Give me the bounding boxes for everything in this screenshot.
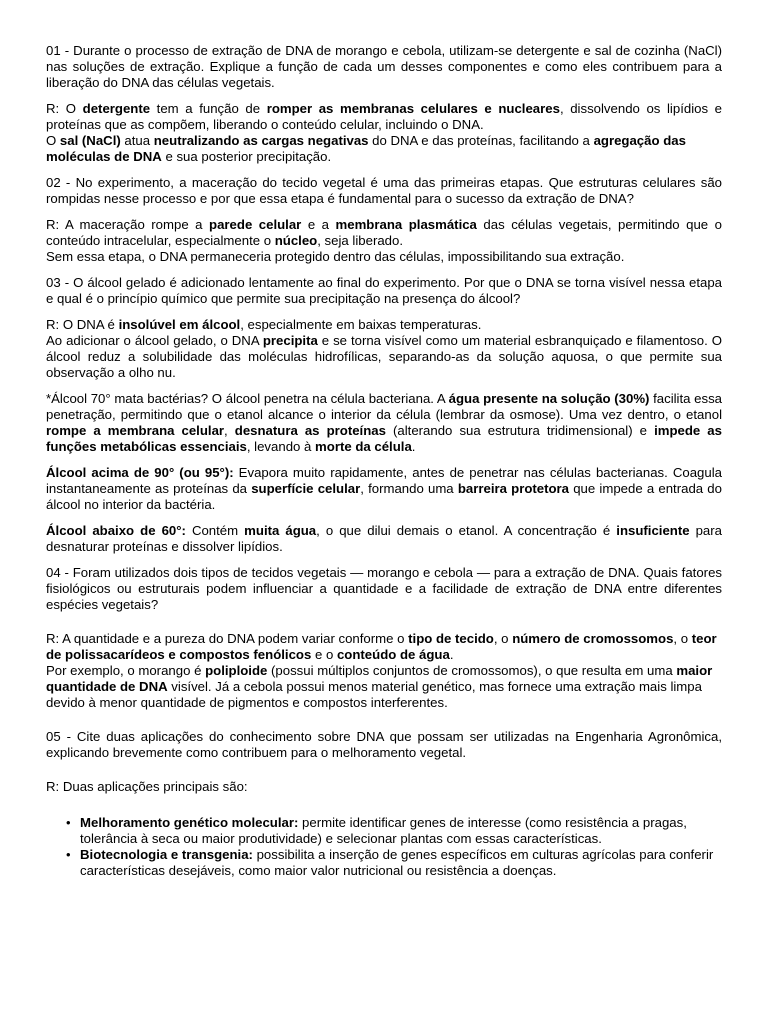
bullet-icon: •: [66, 847, 71, 862]
question-5: 05 - Cite duas aplicações do conhecimento sobre DNA que possam ser utilizadas na Engenharia Agronômica, explicando brevemente como contribuem para o melhoramento vegetal.: [46, 729, 722, 760]
list-item: • Melhoramento genético molecular: permite identificar genes de interesse (como resistência a pragas, tolerância à seca ou maior produtividade) e selecionar plantas com essas características.: [66, 815, 687, 846]
answer-3-cont: Ao adicionar o álcool gelado, o DNA precipita e se torna visível como um material esbranquiçado e filamentoso. O álcool reduz a solubilidade das moléculas hidrofílicas, separando-as da solução aquosa, o que permite sua observação a olho nu.: [46, 333, 722, 380]
answer-4: R: A quantidade e a pureza do DNA podem variar conforme o tipo de tecido, o número de cromossomos, o teor de polissacarídeos e compostos fenólicos e o conteúdo de água.: [46, 631, 717, 662]
list-item: • Biotecnologia e transgenia: possibilita a inserção de genes específicos em culturas agrícolas para conferir características desejáveis, como maior valor nutricional ou resistência a doenças.: [66, 847, 714, 878]
answer-4-cont: Por exemplo, o morango é poliploide (possui múltiplos conjuntos de cromossomos), o que resulta em uma maior quantidade de DNA visível. Já a cebola possui menos material genético, mas fornece uma extração mais limpa devido à menor quantidade de pigmentos e compostos interferentes.: [46, 663, 713, 710]
applications-list: [46, 815, 722, 879]
question-1: 01 - Durante o processo de extração de DNA de morango e cebola, utilizam-se detergente e sal de cozinha (NaCl) nas soluções de extração. Explique a função de cada um desses componentes e como eles contribuem para a liberação do DNA das células vegetais.: [46, 43, 722, 90]
answer-3: R: O DNA é insolúvel em álcool, especialmente em baixas temperaturas.: [46, 317, 482, 332]
question-4: 04 - Foram utilizados dois tipos de tecidos vegetais — morango e cebola — para a extração de DNA. Quais fatores fisiológicos ou estruturais podem influenciar a quantidade e a facilidade de extração de DNA entre diferentes espécies vegetais?: [46, 565, 722, 612]
answer-5: R: Duas aplicações principais são:: [46, 779, 248, 794]
question-3: 03 - O álcool gelado é adicionado lentamente ao final do experimento. Por que o DNA se torna visível nessa etapa e qual é o princípio químico que permite sua precipitação na presença do álcool?: [46, 275, 722, 306]
answer-1-cont: O sal (NaCl) atua neutralizando as cargas negativas do DNA e das proteínas, facilitando a agregação das moléculas de DNA e sua posterior precipitação.: [46, 133, 686, 164]
note-alcohol-70: *Álcool 70° mata bactérias? O álcool penetra na célula bacteriana. A água presente na solução (30%) facilita essa penetração, permitindo que o etanol alcance o interior da célula (lembrar da osmose). Uma vez dentro, o etanol rompe a membrana celular, desnatura as proteínas (alterando sua estrutura tridimensional) e impede as funções metabólicas essenciais, levando à morte da célula.: [46, 391, 723, 454]
note-alcohol-60: Álcool abaixo de 60°: Contém muita água, o que dilui demais o etanol. A concentração é insuficiente para desnaturar proteínas e dissolver lipídios.: [46, 523, 722, 554]
answer-2: R: A maceração rompe a parede celular e a membrana plasmática das células vegetais, permitindo que o conteúdo intracelular, especialmente o núcleo, seja liberado.: [46, 217, 722, 248]
question-2: 02 - No experimento, a maceração do tecido vegetal é uma das primeiras etapas. Que estruturas celulares são rompidas nesse processo e por que essa etapa é fundamental para o sucesso da extração de DNA?: [46, 175, 722, 206]
bullet-icon: •: [66, 815, 71, 830]
answer-2-cont: Sem essa etapa, o DNA permaneceria protegido dentro das células, impossibilitando sua extração.: [46, 249, 625, 264]
document-page: [46, 43, 722, 879]
note-alcohol-90: Álcool acima de 90° (ou 95°): Evapora muito rapidamente, antes de penetrar nas células bacterianas. Coagula instantaneamente as proteínas da superfície celular, formando uma barreira protetora que impede a entrada do álcool no interior da bactéria.: [46, 465, 722, 512]
answer-1: R: O detergente tem a função de romper as membranas celulares e nucleares, dissolvendo os lipídios e proteínas que as compõem, liberando o conteúdo celular, incluindo o DNA.: [46, 101, 722, 132]
